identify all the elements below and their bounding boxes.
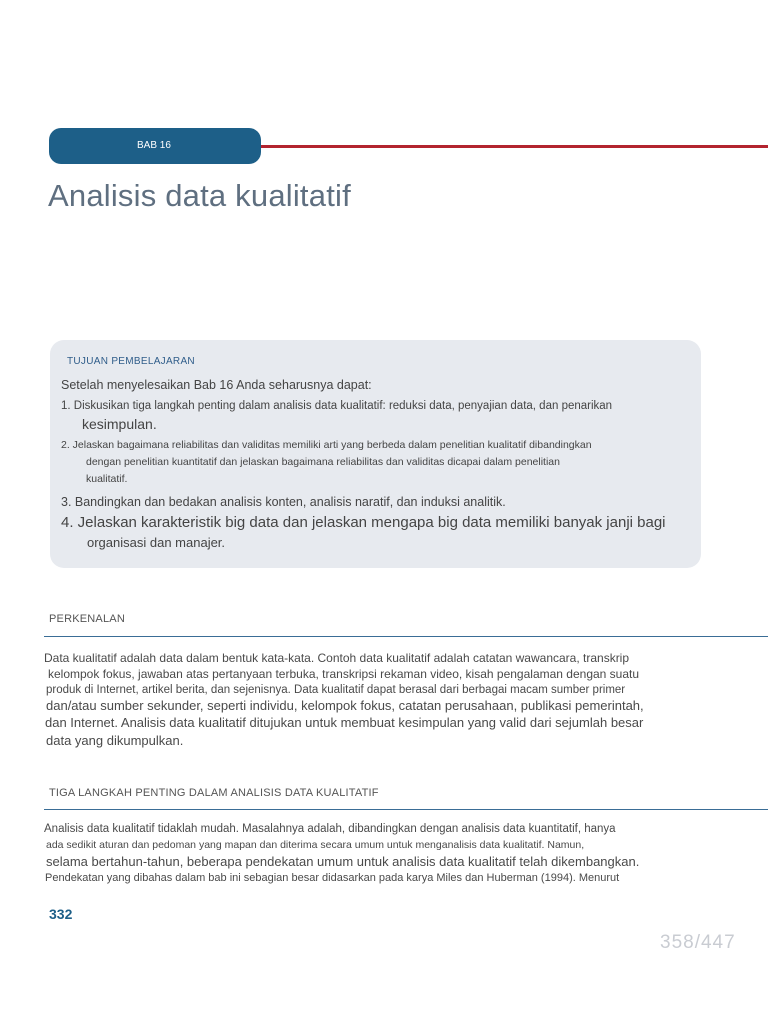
objective-text: kualitatif.: [86, 473, 128, 485]
paragraph-line: produk di Internet, artikel berita, dan sejenisnya. Data kualitatif dapat berasal dari berbagai macam sumber primer: [46, 684, 626, 696]
paragraph-line: Analisis data kualitatif tidaklah mudah. Masalahnya adalah, dibandingkan dengan analisis data kuantitatif, hanya: [44, 823, 616, 835]
objectives-heading: TUJUAN PEMBELAJARAN: [67, 356, 195, 367]
section-heading-introduction: PERKENALAN: [49, 613, 125, 625]
objective-item: [61, 493, 687, 511]
paragraph-line: ada sedikit aturan dan pedoman yang mapan dan diterima secara umum untuk menganalisis data kualitatif. Namun,: [46, 839, 585, 851]
paragraph-line: selama bertahun-tahun, beberapa pendekatan umum untuk analisis data kualitatif telah dikembangkan.: [46, 854, 640, 869]
chapter-badge-label: BAB 16: [137, 140, 171, 151]
three-steps-paragraph: [44, 821, 706, 886]
page-counter: 358/447: [660, 932, 736, 953]
paragraph-line: dan/atau sumber sekunder, seperti individu, kelompok fokus, catatan perusahaan, publikasi pemerintah,: [46, 698, 644, 713]
objective-text: kesimpulan.: [82, 416, 157, 432]
paragraph-line: data yang dikumpulkan.: [46, 733, 184, 748]
objectives-intro: Setelah menyelesaikan Bab 16 Anda seharusnya dapat:: [61, 378, 372, 392]
objective-text: organisasi dan manajer.: [87, 535, 226, 550]
objective-item: [61, 513, 687, 553]
objective-text: 4. Jelaskan karakteristik big data dan jelaskan mengapa big data memiliki banyak janji bagi: [61, 514, 666, 531]
paragraph-line: Data kualitatif adalah data dalam bentuk kata-kata. Contoh data kualitatif adalah catatan wawancara, transkrip: [44, 651, 630, 665]
objective-item: [61, 437, 687, 488]
paragraph-line: Pendekatan yang dibahas dalam bab ini sebagian besar didasarkan pada karya Miles dan Huberman (1994). Menurut: [45, 872, 620, 884]
paragraph-line: kelompok fokus, jawaban atas pertanyaan terbuka, transkripsi rekaman video, kisah pengalaman dengan suatu: [48, 667, 640, 681]
section-heading-three-steps: TIGA LANGKAH PENTING DALAM ANALISIS DATA KUALITATIF: [49, 787, 379, 799]
chapter-rule: [261, 145, 768, 148]
chapter-badge: [49, 128, 261, 164]
objectives-list: [61, 397, 687, 553]
objective-item: [61, 397, 687, 433]
objective-text: 3. Bandingkan dan bedakan analisis konten, analisis naratif, dan induksi analitik.: [61, 495, 506, 509]
objective-text: 2. Jelaskan bagaimana reliabilitas dan validitas memiliki arti yang berbeda dalam penelitian kualitatif dibandingkan: [61, 439, 592, 451]
objective-text: dengan penelitian kuantitatif dan jelaskan bagaimana reliabilitas dan validitas dicapai dalam penelitian: [86, 456, 560, 468]
objective-text: 1. Diskusikan tiga langkah penting dalam analisis data kualitatif: reduksi data, penyajian data, dan penarikan: [61, 400, 613, 412]
introduction-paragraph: [44, 650, 706, 750]
chapter-title: Analisis data kualitatif: [48, 178, 351, 213]
page-number: 332: [49, 906, 73, 922]
section-rule: [44, 636, 768, 637]
paragraph-line: dan Internet. Analisis data kualitatif ditujukan untuk membuat kesimpulan yang valid dari sejumlah besar: [45, 715, 644, 730]
section-rule: [44, 809, 768, 810]
learning-objectives-box: [50, 340, 701, 568]
